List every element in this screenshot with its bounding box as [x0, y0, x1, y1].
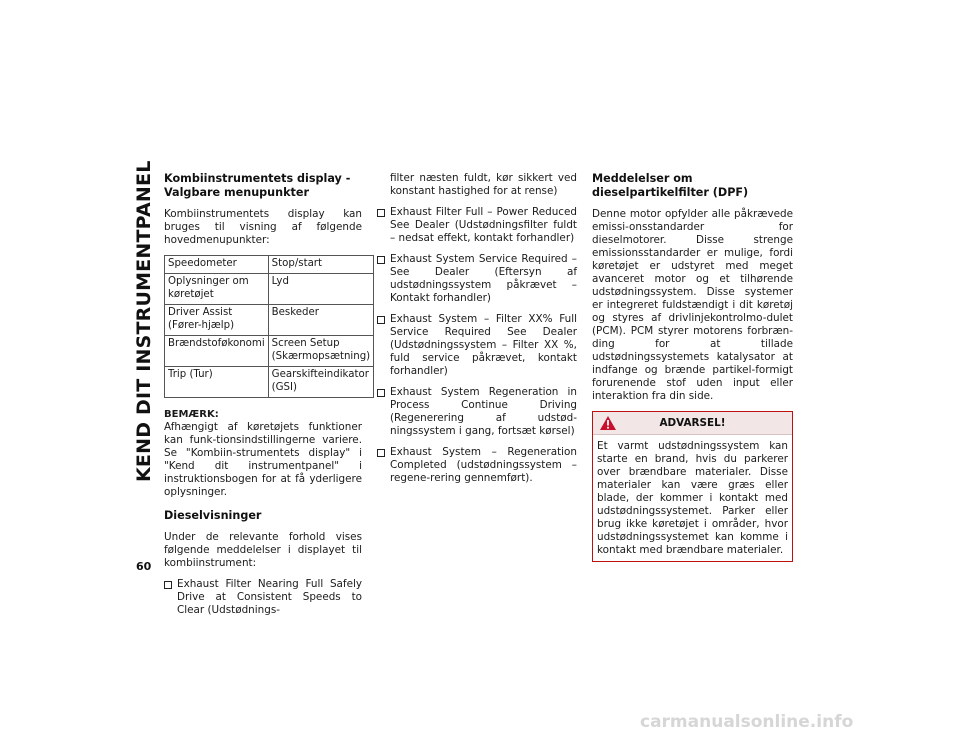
checkbox-bullet-icon — [377, 449, 385, 457]
column-1 — [164, 172, 371, 625]
table-cell: Brændstoføkonomi — [165, 336, 269, 367]
list-item — [164, 578, 362, 617]
diesel-message-list-continued — [377, 206, 577, 485]
table-cell: Oplysninger om køretøjet — [165, 274, 269, 305]
table-cell: Stop/start — [268, 256, 373, 274]
dpf-paragraph: Denne motor opfylder alle påkrævede emissi-onsstandarder for dieselmotorer. Disse strenge emissionsstandarder er mulige, fordi køretøjet er udstyret med meget avanceret motor og et tilhørende udstødningssystem. Disse systemer er integreret fuldstændigt i dit køretøj og styres af drivlinjekontrolmo-dulet (PCM). PCM styrer motorens forbræn-ding for at tillade udstødningssystemets katalysator at indfange og brænde partikel-formigt forurenende stof uden input eller interaktion fra din side. — [592, 208, 793, 402]
warning-body: Et varmt udstødningssystem kan starte en brand, hvis du parkerer over brændbare materialer. Disse materialer kan være græs eller blade, der kommer i kontakt med udstødningssystemet. Parker eller brug ikke køretøjet i områder, hvor udstødningssystemet kan komme i kontakt med brændbare materialer. — [597, 440, 788, 556]
table-row — [165, 274, 374, 305]
diesel-message-list — [164, 578, 362, 617]
list-item-text: Exhaust System – Regeneration Completed (udstødningssystem – regene-rering gennemført). — [390, 446, 577, 484]
table-cell: Gearskifteindikator (GSI) — [268, 367, 373, 398]
menu-items-heading: Kombiinstrumentets display - Valgbare menupunkter — [164, 172, 351, 199]
column-2 — [377, 172, 577, 493]
list-item-text: Exhaust System Regeneration in Process Continue Driving (Regenerering af udstød-ningssystem i gang, fortsæt kørsel) — [390, 386, 577, 437]
menu-items-table — [164, 255, 374, 398]
checkbox-bullet-icon — [164, 581, 172, 589]
list-item — [377, 386, 577, 438]
table-cell: Speedometer — [165, 256, 269, 274]
list-item-text: Exhaust System – Filter XX% Full Service Required See Dealer (Udstødningssystem – Filter XX %, fuld service påkrævet, kontakt forhandler) — [390, 313, 577, 377]
checkbox-bullet-icon — [377, 256, 385, 264]
diesel-displays-heading: Dieselvisninger — [164, 509, 262, 522]
list-item-text: Exhaust System Service Required – See Dealer (Eftersyn af udstødningssystem påkrævet – Kontakt forhandler) — [390, 253, 577, 304]
list-item-continuation: filter næsten fuldt, kør sikkert ved konstant hastighed for at rense) — [390, 172, 577, 197]
list-item — [377, 446, 577, 485]
table-cell: Beskeder — [268, 305, 373, 336]
list-item — [377, 313, 577, 378]
checkbox-bullet-icon — [377, 389, 385, 397]
table-row — [165, 256, 374, 274]
list-item — [377, 206, 577, 245]
sidebar — [133, 160, 157, 540]
table-cell: Driver Assist (Fører-hjælp) — [165, 305, 269, 336]
dpf-heading: Meddelelser om dieselpartikelfilter (DPF) — [592, 172, 749, 199]
section-title-vertical: KEND DIT INSTRUMENTPANEL — [133, 160, 155, 482]
list-item-text: Exhaust Filter Full – Power Reduced See Dealer (Udstødningsfilter fuldt – nedsat effekt, kontakt forhandler) — [390, 206, 577, 244]
table-cell: Trip (Tur) — [165, 367, 269, 398]
note-body: Afhængigt af køretøjets funktioner kan funk-tionsindstillingerne variere. Se "Kombiin-strumentets display" i "Kend dit instrumentpanel" i instruktionsbogen for at få yderligere oplysninger. — [164, 421, 362, 498]
warning-header — [593, 412, 792, 435]
table-cell: Lyd — [268, 274, 373, 305]
note-title: BEMÆRK: — [164, 409, 219, 420]
watermark: carmanualsonline.info — [640, 712, 854, 732]
table-row — [165, 336, 374, 367]
checkbox-bullet-icon — [377, 316, 385, 324]
list-item — [377, 253, 577, 305]
column-3 — [592, 172, 793, 562]
table-cell: Screen Setup (Skærmopsætning) — [268, 336, 373, 367]
checkbox-bullet-icon — [377, 209, 385, 217]
table-row — [165, 305, 374, 336]
warning-title: ADVARSEL! — [659, 417, 726, 429]
list-item-text: Exhaust Filter Nearing Full Safely Drive at Consistent Speeds to Clear (Udstødnings- — [177, 578, 362, 616]
warning-box — [592, 411, 793, 562]
page-number: 60 — [136, 560, 152, 573]
table-row — [165, 367, 374, 398]
menu-items-intro: Kombiinstrumentets display kan bruges til visning af følgende hovedmenupunkter: — [164, 208, 362, 246]
diesel-displays-intro: Under de relevante forhold vises følgende meddelelser i displayet til kombiinstrument: — [164, 531, 362, 569]
